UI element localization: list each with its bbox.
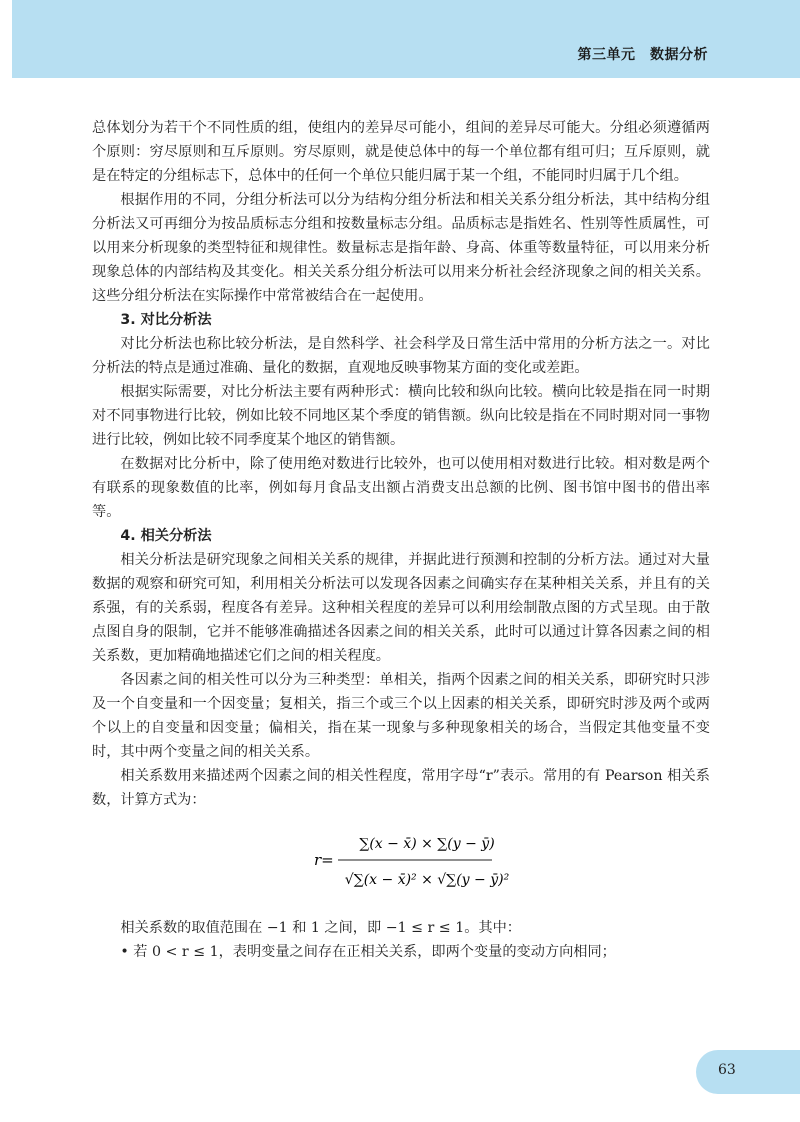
pearson-formula: [92, 820, 710, 898]
paragraph: 相关分析法是研究现象之间相关关系的规律，并据此进行预测和控制的分析方法。通过对大量数据的观察和研究可知，利用相关分析法可以发现各因素之间确实存在某种相关关系，并且有的关系强，有的关系弱，程度各有差异。这种相关程度的差异可以利用绘制散点图的方式呈现。由于散点图自身的限制，它并不能够准确描述各因素之间的相关关系，此时可以通过计算各因素之间的相关系数，更加精确地描述它们之间的相关程度。: [92, 552, 710, 664]
page-number-tab: [696, 1050, 800, 1094]
paragraph: 根据作用的不同，分组分析法可以分为结构分组分析法和相关关系分组分析法，其中结构分组分析法又可再细分为按品质标志分组和按数量标志分组。品质标志是指姓名、性别等性质属性，可以用来分析现象的类型特征和规律性。数量标志是指年龄、身高、体重等数量特征，可以用来分析现象总体的内部结构及其变化。相关关系分组分析法可以用来分析社会经济现象之间的相关关系。这些分组分析法在实际操作中常常被结合在一起使用。: [92, 192, 710, 304]
paragraph: 各因素之间的相关性可以分为三种类型：单相关，指两个因素之间的相关关系，即研究时只涉及一个自变量和一个因变量；复相关，指三个或三个以上因素的相关关系，即研究时涉及两个或两个以上的自变量和因变量；偏相关，指在某一现象与多种现象相关的场合，当假定其他变量不变时，其中两个变量之间的相关关系。: [92, 672, 710, 760]
formula-graphic: [92, 820, 710, 898]
paragraph: 对比分析法也称比较分析法，是自然科学、社会科学及日常生活中常用的分析方法之一。对比分析法的特点是通过准确、量化的数据，直观地反映事物某方面的变化或差距。: [92, 336, 710, 376]
section-heading: 4. 相关分析法: [120, 528, 212, 544]
header-band: [12, 0, 800, 78]
paragraph: 在数据对比分析中，除了使用绝对数进行比较外，也可以使用相对数进行比较。相对数是两个有联系的现象数值的比率，例如每月食品支出额占消费支出总额的比例、图书馆中图书的借出率等。: [92, 456, 710, 520]
bullet-item: • 若 0 < r ≤ 1，表明变量之间存在正相关关系，即两个变量的变动方向相同；: [120, 944, 616, 960]
formula-lhs: r=: [314, 851, 334, 869]
paragraph: 总体划分为若干个不同性质的组，使组内的差异尽可能小，组间的差异尽可能大。分组必须遵循两个原则：穷尽原则和互斥原则。穷尽原则，就是使总体中的每一个单位都有组可归；互斥原则，就是在特定的分组标志下，总体中的任何一个单位只能归属于某一个组，不能同时归属于几个组。: [92, 120, 710, 184]
paragraph: 相关系数用来描述两个因素之间的相关性程度，常用字母“r”表示。常用的有 Pearson 相关系数，计算方式为：: [92, 768, 710, 808]
formula-numerator: ∑(x − x̄) × ∑(y − ȳ): [359, 836, 495, 852]
running-header: 第三单元 数据分析: [577, 47, 708, 63]
page-number: 63: [718, 1062, 736, 1078]
paragraph: 根据实际需要，对比分析法主要有两种形式：横向比较和纵向比较。横向比较是指在同一时期对不同事物进行比较，例如比较不同地区某个季度的销售额。纵向比较是指在不同时期对同一事物进行比较，例如比较不同季度某个地区的销售额。: [92, 384, 710, 448]
paragraph: 相关系数的取值范围在 −1 和 1 之间，即 −1 ≤ r ≤ 1。其中：: [120, 920, 521, 936]
formula-denominator: √∑(x − x̄)² × √∑(y − ȳ)²: [344, 872, 510, 888]
section-heading: 3. 对比分析法: [120, 312, 212, 328]
page-content: [92, 116, 710, 964]
